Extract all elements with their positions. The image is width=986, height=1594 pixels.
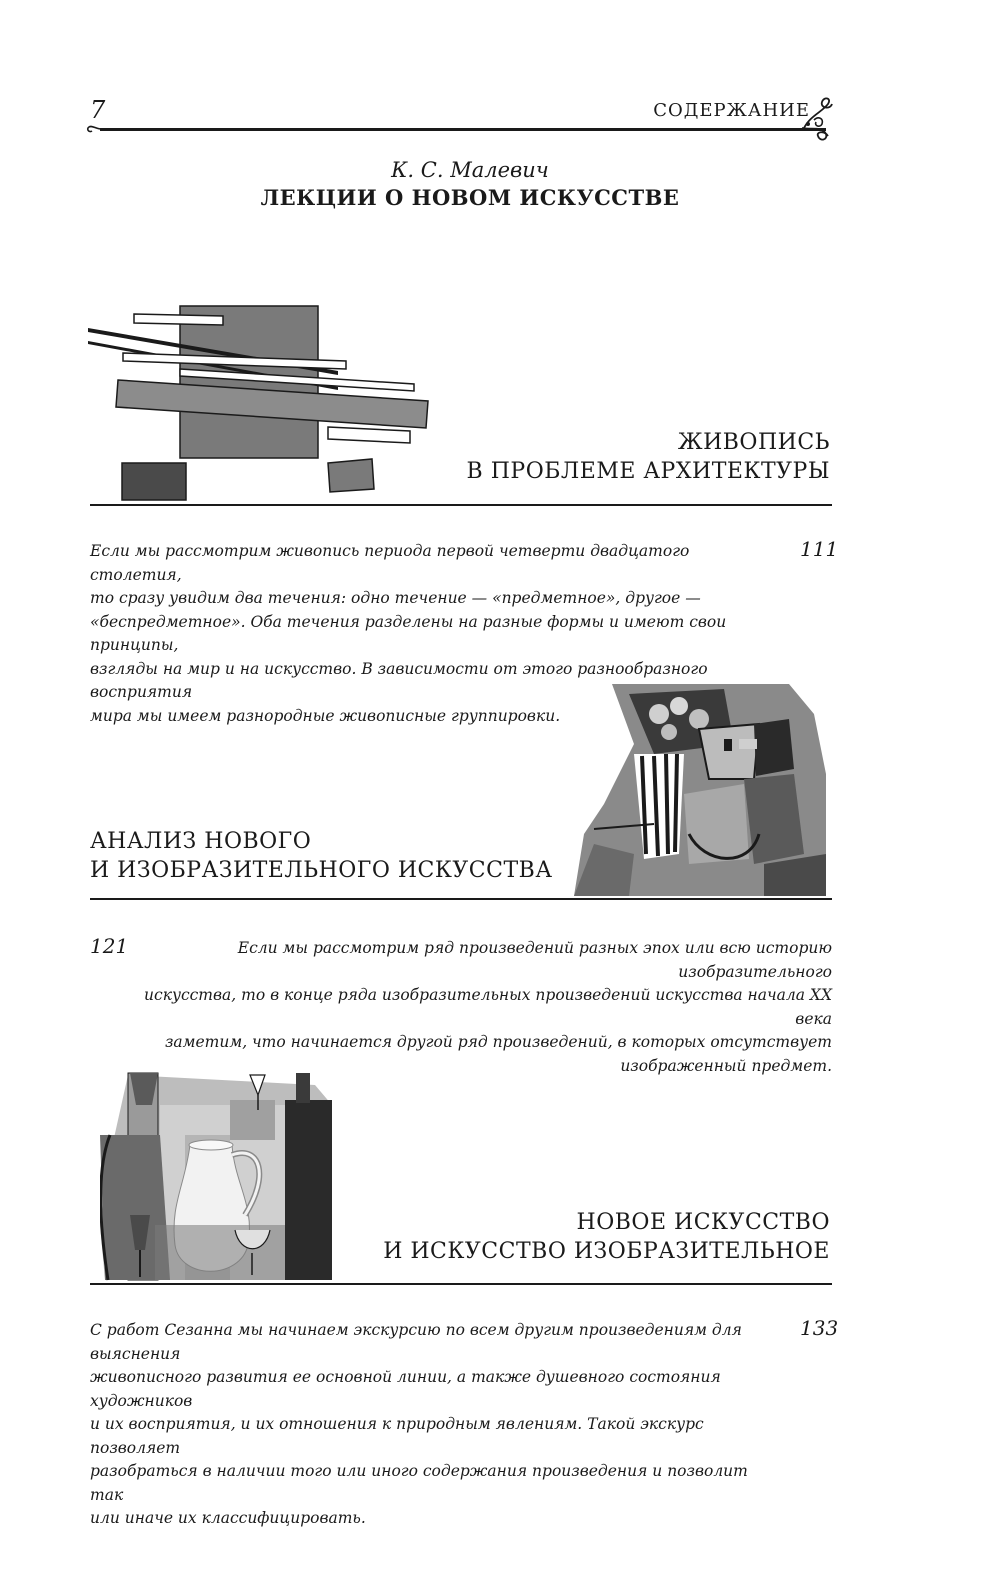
section-title-painting-architecture bbox=[467, 428, 830, 486]
suprematist-composition-icon bbox=[88, 303, 433, 503]
section-title-analysis bbox=[90, 827, 552, 885]
abstract-line: Если мы рассмотрим живопись периода первой четверти двадцатого столетия, bbox=[90, 542, 690, 584]
abstract-line: или иначе их классифицировать. bbox=[90, 1509, 366, 1527]
abstract-line: взгляды на мир и на искусство. В зависимости от этого разнообразного восприятия bbox=[90, 659, 708, 701]
page-reference: 111 bbox=[800, 537, 839, 561]
abstract-line: искусства, то в конце ряда изобразительных произведений искусства начала XX века bbox=[144, 986, 832, 1028]
abstract-line: заметим, что начинается другой ряд произведений, в которых отсутствует bbox=[164, 1033, 832, 1051]
abstract-line: «беспредметное». Оба течения разделены на разные формы и имеют свои принципы, bbox=[90, 612, 727, 654]
section-title-line: ЖИВОПИСЬ bbox=[677, 430, 830, 455]
section-title-line: НОВОЕ ИСКУССТВО bbox=[576, 1210, 830, 1235]
section-abstract bbox=[90, 1319, 780, 1531]
section-abstract bbox=[140, 937, 832, 1078]
cubist-figure-painting-icon bbox=[574, 684, 826, 896]
page-number: 7 bbox=[90, 96, 106, 124]
page-reference: 121 bbox=[90, 934, 129, 958]
section-title-line: В ПРОБЛЕМЕ АРХИТЕКТУРЫ bbox=[466, 459, 830, 484]
abstract-line: мира мы имеем разнородные живописные группировки. bbox=[90, 706, 561, 725]
floral-ornament-icon bbox=[800, 94, 836, 146]
abstract-line: разобраться в наличии того или иного содержания произведения и позволит так bbox=[90, 1462, 748, 1504]
abstract-line: и их восприятия, и их отношения к природным явлениям. Такой экскурс позволяет bbox=[90, 1415, 704, 1457]
abstract-line: живописного развития ее основной линии, а также душевного состояния художников bbox=[90, 1368, 721, 1410]
section-rule bbox=[90, 898, 832, 900]
book-title: ЛЕКЦИИ О НОВОМ ИСКУССТВЕ bbox=[260, 185, 680, 210]
abstract-line: изображенный предмет. bbox=[620, 1056, 832, 1075]
scroll-ornament-icon bbox=[86, 123, 102, 135]
header-rule bbox=[100, 128, 826, 131]
section-title-line: И ИСКУССТВО ИЗОБРАЗИТЕЛЬНОЕ bbox=[383, 1239, 830, 1264]
section-title-line: АНАЛИЗ НОВОГО bbox=[90, 829, 312, 854]
section-rule bbox=[90, 504, 832, 506]
page-reference: 133 bbox=[800, 1316, 839, 1340]
book-author: К. С. Малевич bbox=[391, 158, 549, 182]
cubist-still-life-jug-icon bbox=[100, 1065, 336, 1285]
section-title-new-art bbox=[383, 1208, 830, 1266]
section-title-line: И ИЗОБРАЗИТЕЛЬНОГО ИСКУССТВА bbox=[90, 858, 553, 883]
abstract-line: то сразу увидим два течения: одно течение — «предметное», другое — bbox=[90, 589, 701, 607]
abstract-line: Если мы рассмотрим ряд произведений разных эпох или всю историю изобразительного bbox=[237, 939, 832, 981]
running-title: СОДЕРЖАНИЕ bbox=[653, 100, 810, 121]
abstract-line: С работ Сезанна мы начинаем экскурсию по всем другим произведениям для выяснения bbox=[90, 1321, 742, 1363]
section-rule bbox=[90, 1283, 832, 1285]
